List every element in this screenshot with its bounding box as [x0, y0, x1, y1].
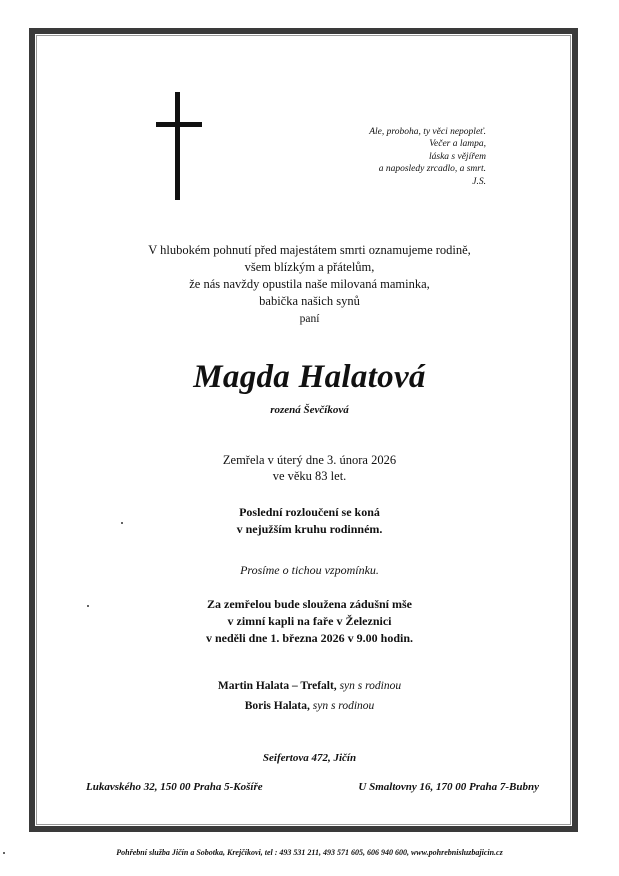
address-left: Lukavského 32, 150 00 Praha 5-Košíře — [86, 781, 263, 793]
scan-speck — [87, 605, 89, 607]
death-line: Zemřela v úterý dne 3. února 2026 — [222, 453, 397, 467]
announcement-line: babička našich synů — [259, 294, 360, 308]
mourner-relation: syn s rodinou — [339, 680, 402, 692]
mourner-name: Boris Halata, — [244, 700, 310, 712]
announcement-line: V hlubokém pohnutí před majestátem smrti oznamujeme rodině, — [148, 243, 471, 257]
poem-line: láska s vějířem — [429, 151, 486, 162]
announcement-line: všem blízkým a přátelům, — [244, 260, 375, 274]
mourner-name: Martin Halata – Trefalt, — [217, 680, 337, 692]
poem-line: a naposledy zrcadlo, a smrt. — [378, 164, 486, 175]
scan-speck — [3, 852, 5, 854]
deceased-name: Magda Halatová — [193, 359, 426, 395]
mourner-row — [0, 696, 619, 716]
address-main: Seifertova 472, Jičín — [262, 752, 357, 764]
farewell-info — [0, 504, 619, 538]
mourners-list — [0, 676, 619, 716]
footer-contact: Pohřební služba Jičín a Sobotka, Krejčíkovi, tel : 493 531 211, 493 571 605, 606 940 600, www.pohrebnisluzbajicin.cz — [116, 848, 503, 857]
mourner-row — [0, 676, 619, 696]
mass-line: v zimní kapli na faře v Železnici — [227, 614, 392, 628]
maiden-name: rozená Ševčíková — [270, 404, 349, 416]
address-right: U Smaltovny 16, 170 00 Praha 7-Bubny — [358, 781, 539, 793]
poem-author: J.S. — [472, 176, 486, 187]
farewell-line: v nejužším kruhu rodinném. — [236, 522, 383, 536]
death-info — [0, 452, 619, 484]
mourner-relation: syn s rodinou — [312, 700, 375, 712]
please-remember: Prosíme o tichou vzpomínku. — [240, 563, 379, 577]
poem-line: Ale, proboha, ty věci nepopleť. — [369, 127, 486, 137]
farewell-line: Poslední rozloučení se koná — [239, 505, 380, 519]
poem-quote — [369, 126, 486, 188]
announcement-text — [0, 242, 619, 310]
poem-line: Večer a lampa, — [429, 139, 486, 150]
death-line: ve věku 83 let. — [272, 469, 347, 483]
mass-line: Za zemřelou bude sloužena zádušní mše — [206, 597, 412, 611]
title-pani: paní — [299, 313, 320, 325]
cross-icon — [156, 92, 202, 200]
mass-info — [0, 596, 619, 647]
scan-speck — [121, 522, 123, 524]
announcement-line: že nás navždy opustila naše milovaná maminka, — [189, 277, 430, 291]
mass-line: v neděli dne 1. března 2026 v 9.00 hodin. — [205, 631, 414, 645]
